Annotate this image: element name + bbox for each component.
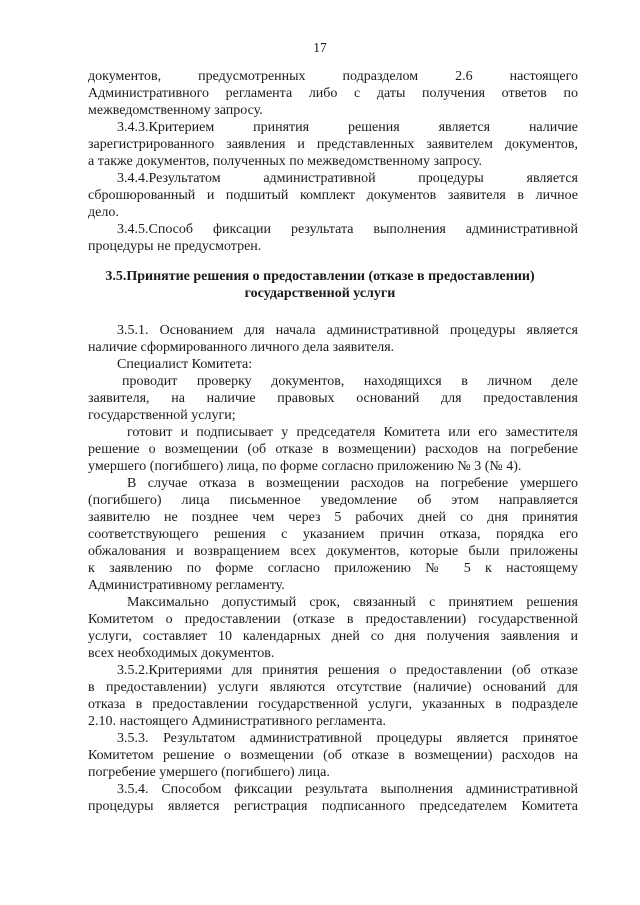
text-line: заявителя, на наличие правовых оснований для предоставления	[88, 391, 578, 406]
text-line: 2.10. настоящего Административного регламента.	[88, 714, 386, 729]
text-line: 3.4.5.Способ фиксации результата выполнения административной	[117, 222, 578, 237]
text-line: к заявлению по форме согласно приложению № 5 к настоящему	[88, 561, 578, 576]
text-line: обжалования и возвращением всех документов, которые были приложены	[88, 544, 578, 559]
text-line: в предоставлении) услуги являются отсутствие (наличие) оснований для	[88, 680, 578, 695]
text-line: отказа в предоставлении государственной услуги, указанных в подразделе	[88, 697, 578, 712]
text-line: 3.5.4. Способом фиксации результата выполнения административной	[117, 782, 578, 797]
text-line: 3.4.4.Результатом административной процедуры является	[117, 171, 578, 186]
text-line: документов, предусмотренных подразделом 2.6 настоящего	[88, 69, 578, 84]
page-number: 17	[313, 40, 327, 55]
text-line: проводит проверку документов, находящихся в личном деле	[122, 374, 578, 389]
text-line: процедуры является регистрация подписанного председателем Комитета	[88, 799, 578, 814]
text-line: готовит и подписывает у председателя Комитета или его заместителя	[127, 425, 578, 440]
text-line: решение о возмещении (об отказе в возмещении) расходов на погребение	[88, 442, 578, 457]
text-line: а также документов, полученных по межведомственному запросу.	[88, 154, 483, 169]
text-line: сброшюрованный и подшитый комплект документов заявителя в личное	[88, 188, 578, 203]
text-line: процедуры не предусмотрен.	[88, 239, 262, 254]
text-line: Комитетом о предоставлении (отказе в предоставлении) государственной	[88, 612, 578, 627]
text-line: заявителю не позднее чем через 5 рабочих дней со дня принятия	[88, 510, 578, 525]
section-heading-line-1: 3.5.Принятие решения о предоставлении (отказе в предоставлении)	[105, 269, 535, 284]
text-line: 3.5.3. Результатом административной процедуры является принятое	[117, 731, 578, 746]
text-line: (погибшего) лица письменное уведомление об этом направляется	[88, 493, 578, 508]
text-line: 3.5.1. Основанием для начала административной процедуры является	[117, 323, 578, 338]
text-line: всех необходимых документов.	[88, 646, 275, 661]
text-line: Комитетом решение о возмещении (об отказе в возмещении) расходов на	[88, 748, 578, 763]
text-line: Специалист Комитета:	[117, 357, 253, 372]
text-line: услуги, составляет 10 календарных дней со дня получения заявления и	[88, 629, 578, 644]
text-line: 3.5.2.Критериями для принятия решения о предоставлении (об отказе	[117, 663, 578, 678]
text-line: государственной услуги;	[88, 408, 236, 423]
text-line: Административного регламента либо с даты получения ответов по	[88, 86, 578, 101]
text-line: умершего (погибшего) лица, по форме согласно приложению № 3 (№ 4).	[88, 459, 522, 474]
text-line: 3.4.3.Критерием принятия решения является наличие	[117, 120, 578, 135]
text-line: зарегистрированного заявления и представленных заявителем документов,	[88, 137, 578, 152]
text-line: погребение умершего (погибшего) лица.	[88, 765, 330, 780]
text-line: дело.	[88, 205, 119, 220]
text-line: В случае отказа в возмещении расходов на погребение умершего	[127, 476, 578, 491]
section-heading-line-2: государственной услуги	[244, 286, 396, 301]
text-line: наличие сформированного личного дела заявителя.	[88, 340, 395, 355]
text-line: Максимально допустимый срок, связанный с принятием решения	[127, 595, 578, 610]
text-line: соответствующего решения с указанием причин отказа, порядка его	[88, 527, 578, 542]
text-line: Административному регламенту.	[88, 578, 285, 593]
text-line: межведомственному запросу.	[88, 103, 263, 118]
